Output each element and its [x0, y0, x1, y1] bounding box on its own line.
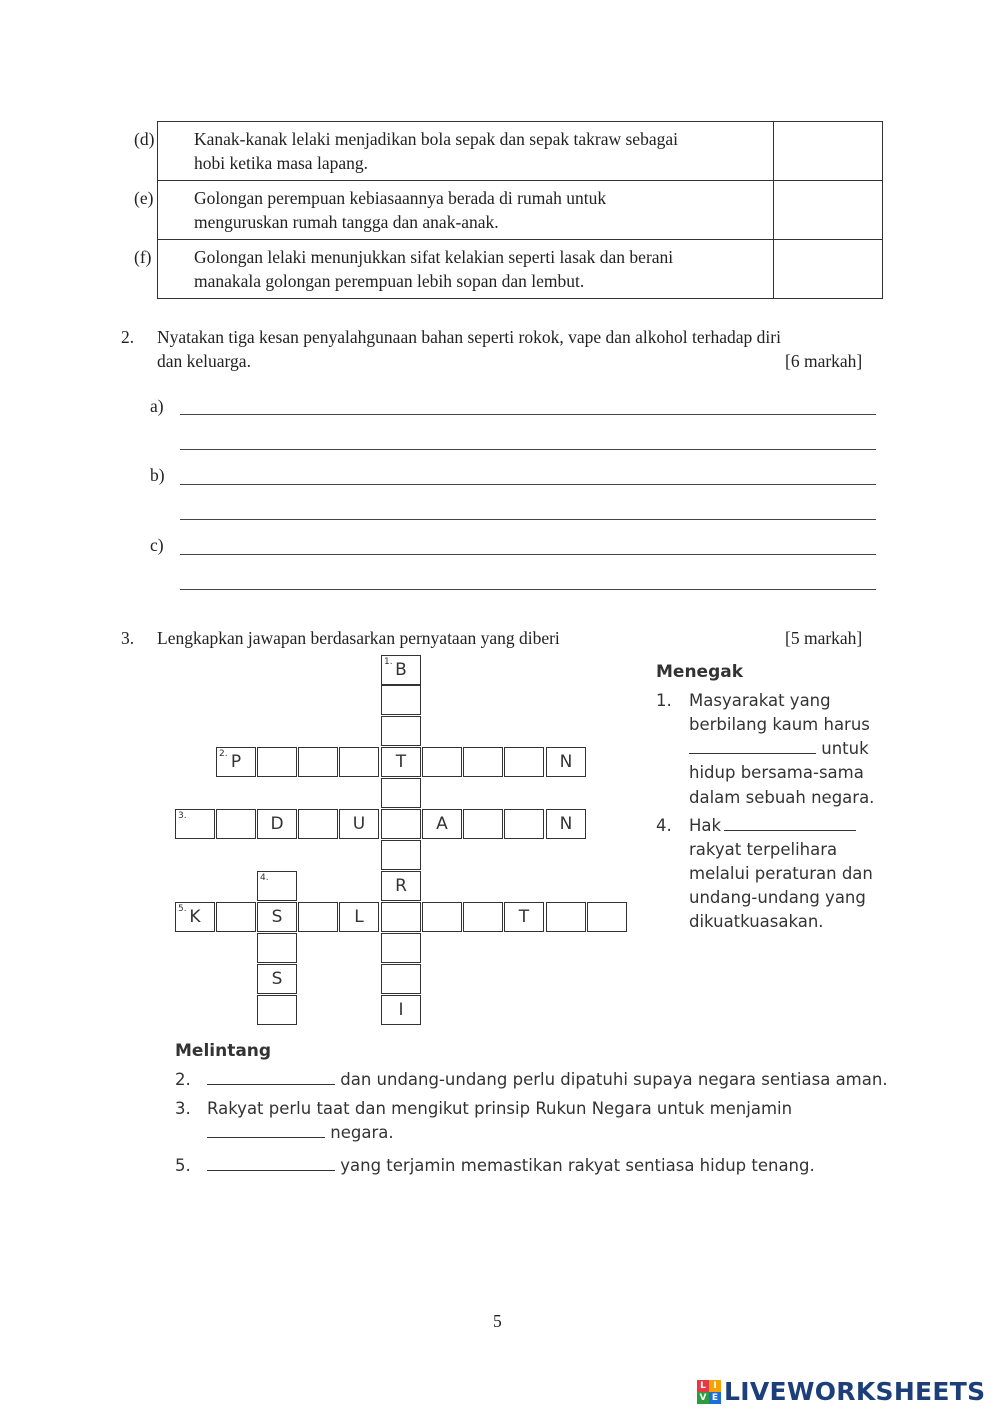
liveworksheets-logo [697, 1377, 985, 1406]
clue-number: 1. [384, 657, 393, 667]
clue-text: negara. [330, 1123, 394, 1142]
q2-text-line1: Nyatakan tiga kesan penyalahgunaan bahan seperti rokok, vape dan alkohol terhadap diri [157, 327, 781, 347]
crossword-cell[interactable] [381, 685, 421, 715]
crossword-cell[interactable] [257, 933, 297, 963]
clue-text: Hak [689, 816, 722, 835]
clue-text: hidup bersama-sama [689, 763, 864, 782]
clue-number: 4. [656, 816, 672, 835]
melintang-heading: Melintang [175, 1041, 272, 1061]
statement-cell [134, 240, 774, 299]
given-letter: S [271, 907, 283, 927]
table-row [158, 240, 883, 299]
clue-number: 5. [178, 904, 187, 914]
crossword-cell[interactable] [381, 995, 421, 1025]
crossword-cell[interactable] [257, 747, 297, 777]
blank [724, 814, 856, 831]
crossword-cell[interactable] [257, 995, 297, 1025]
clue-text-blank-line [207, 1121, 394, 1146]
crossword-cell[interactable] [339, 809, 379, 839]
clue-number: 1. [656, 691, 672, 710]
given-letter: A [436, 814, 448, 834]
answer-line[interactable] [180, 519, 876, 520]
statement-text: Golongan perempuan kebiasaannya berada di rumah untuk [194, 188, 607, 208]
statement-text: Kanak-kanak lelaki menjadikan bola sepak dan sepak takraw sebagai [194, 129, 678, 149]
row-label: (e) [134, 188, 154, 208]
blank [207, 1121, 325, 1138]
logo-icon [697, 1380, 721, 1404]
crossword-cell[interactable] [422, 809, 462, 839]
crossword-cell[interactable] [381, 933, 421, 963]
clue-text-blank-line [207, 1068, 888, 1093]
blank [689, 737, 816, 754]
page-number: 5 [493, 1311, 502, 1331]
crossword-cell[interactable] [381, 871, 421, 901]
clue-text-blank-line [207, 1154, 815, 1179]
given-letter: R [395, 876, 407, 896]
crossword-cell[interactable] [381, 655, 421, 685]
crossword-cell[interactable] [381, 902, 421, 932]
given-letter: S [271, 969, 283, 989]
crossword-cell[interactable] [546, 902, 586, 932]
statement-text: menguruskan rumah tangga dan anak-anak. [194, 212, 499, 232]
clue-number: 2. [219, 749, 228, 759]
clue-number: 2. [175, 1070, 191, 1089]
crossword-cell[interactable] [381, 809, 421, 839]
crossword-cell[interactable] [257, 871, 297, 901]
blank [207, 1154, 335, 1171]
given-letter: U [352, 814, 366, 834]
crossword-cell[interactable] [298, 809, 338, 839]
given-letter: I [398, 1000, 404, 1020]
crossword-cell[interactable] [257, 964, 297, 994]
clue-text: Masyarakat yang [689, 691, 831, 710]
crossword-cell[interactable] [587, 902, 627, 932]
answer-line[interactable] [180, 484, 876, 485]
crossword-cell[interactable] [381, 840, 421, 870]
given-letter: T [395, 752, 407, 772]
answer-label-c: c) [150, 535, 164, 555]
statement-text: hobi ketika masa lapang. [194, 153, 368, 173]
answer-line[interactable] [180, 554, 876, 555]
crossword-cell[interactable] [463, 747, 503, 777]
clue-text: undang-undang yang [689, 888, 866, 907]
crossword-cell[interactable] [381, 964, 421, 994]
crossword-cell[interactable] [463, 902, 503, 932]
table-row [158, 181, 883, 240]
given-letter: N [559, 752, 573, 772]
crossword-cell[interactable] [422, 902, 462, 932]
crossword-cell[interactable] [257, 809, 297, 839]
given-letter: P [230, 752, 242, 772]
row-label: (d) [134, 129, 155, 149]
given-letter: B [395, 660, 407, 680]
statement-cell [134, 122, 774, 181]
logo-icon-letter: L [697, 1380, 709, 1392]
answer-box[interactable] [774, 240, 883, 299]
clue-text: dan undang-undang perlu dipatuhi supaya negara sentiasa aman. [340, 1070, 888, 1089]
given-letter: N [559, 814, 573, 834]
crossword-cell[interactable] [216, 809, 256, 839]
q3-marks: [5 markah] [785, 628, 863, 648]
clue-text: dalam sebuah negara. [689, 788, 875, 807]
crossword-cell[interactable] [175, 809, 215, 839]
crossword-cell[interactable] [175, 902, 215, 932]
clue-text-blank-line [689, 814, 856, 839]
clue-text-blank-line [689, 737, 869, 762]
clue-number: 3. [175, 1099, 191, 1118]
q3-number: 3. [121, 628, 135, 648]
crossword-cell[interactable] [298, 747, 338, 777]
given-letter: K [189, 907, 201, 927]
statement-text: Golongan lelaki menunjukkan sifat kelakian seperti lasak dan berani [194, 247, 674, 267]
logo-icon-letter: V [697, 1392, 709, 1404]
clue-number: 5. [175, 1156, 191, 1175]
q2-number: 2. [121, 327, 135, 347]
clue-text: yang terjamin memastikan rakyat sentiasa hidup tenang. [340, 1156, 815, 1175]
crossword-cell[interactable] [546, 747, 586, 777]
clue-number: 4. [260, 873, 269, 883]
q3-text: Lengkapkan jawapan berdasarkan pernyataan yang diberi [157, 628, 560, 648]
crossword-cell[interactable] [381, 716, 421, 746]
statement-table [134, 121, 883, 299]
crossword-cell[interactable] [504, 747, 544, 777]
answer-label-b: b) [150, 465, 165, 485]
answer-box[interactable] [774, 181, 883, 240]
answer-line[interactable] [180, 449, 876, 450]
crossword-cell[interactable] [381, 747, 421, 777]
given-letter: L [354, 907, 364, 927]
crossword-cell[interactable] [463, 809, 503, 839]
crossword-cell[interactable] [216, 902, 256, 932]
answer-label-a: a) [150, 396, 164, 416]
blank [207, 1068, 335, 1085]
statement-cell [134, 181, 774, 240]
logo-icon-letter: I [709, 1380, 721, 1392]
row-label: (f) [134, 247, 152, 267]
answer-box[interactable] [774, 122, 883, 181]
crossword-cell[interactable] [298, 902, 338, 932]
q2-text-line2: dan keluarga. [157, 351, 251, 371]
logo-icon-letter: E [709, 1392, 721, 1404]
brand-name: LIVEWORKSHEETS [724, 1377, 986, 1406]
statement-text: manakala golongan perempuan lebih sopan dan lembut. [194, 271, 585, 291]
crossword-cell[interactable] [546, 809, 586, 839]
crossword-cell[interactable] [216, 747, 256, 777]
clue-text: berbilang kaum harus [689, 715, 870, 734]
crossword-cell[interactable] [339, 747, 379, 777]
clue-text: melalui peraturan dan [689, 864, 873, 883]
answer-line[interactable] [180, 589, 876, 590]
clue-number: 3. [178, 811, 187, 821]
clue-text: untuk [821, 739, 869, 758]
given-letter: T [518, 907, 530, 927]
table-row [158, 122, 883, 181]
crossword-cell[interactable] [339, 902, 379, 932]
clue-text: Rakyat perlu taat dan mengikut prinsip Rukun Negara untuk menjamin [207, 1099, 793, 1118]
q2-marks: [6 markah] [785, 351, 863, 371]
crossword-cell[interactable] [504, 809, 544, 839]
clue-text: dikuatkuasakan. [689, 912, 824, 931]
crossword-cell[interactable] [422, 747, 462, 777]
crossword-cell[interactable] [257, 902, 297, 932]
given-letter: D [270, 814, 284, 834]
clue-text: rakyat terpelihara [689, 840, 838, 859]
crossword-cell[interactable] [381, 778, 421, 808]
menegak-heading: Menegak [656, 662, 744, 682]
answer-line[interactable] [180, 414, 876, 415]
crossword-cell[interactable] [504, 902, 544, 932]
